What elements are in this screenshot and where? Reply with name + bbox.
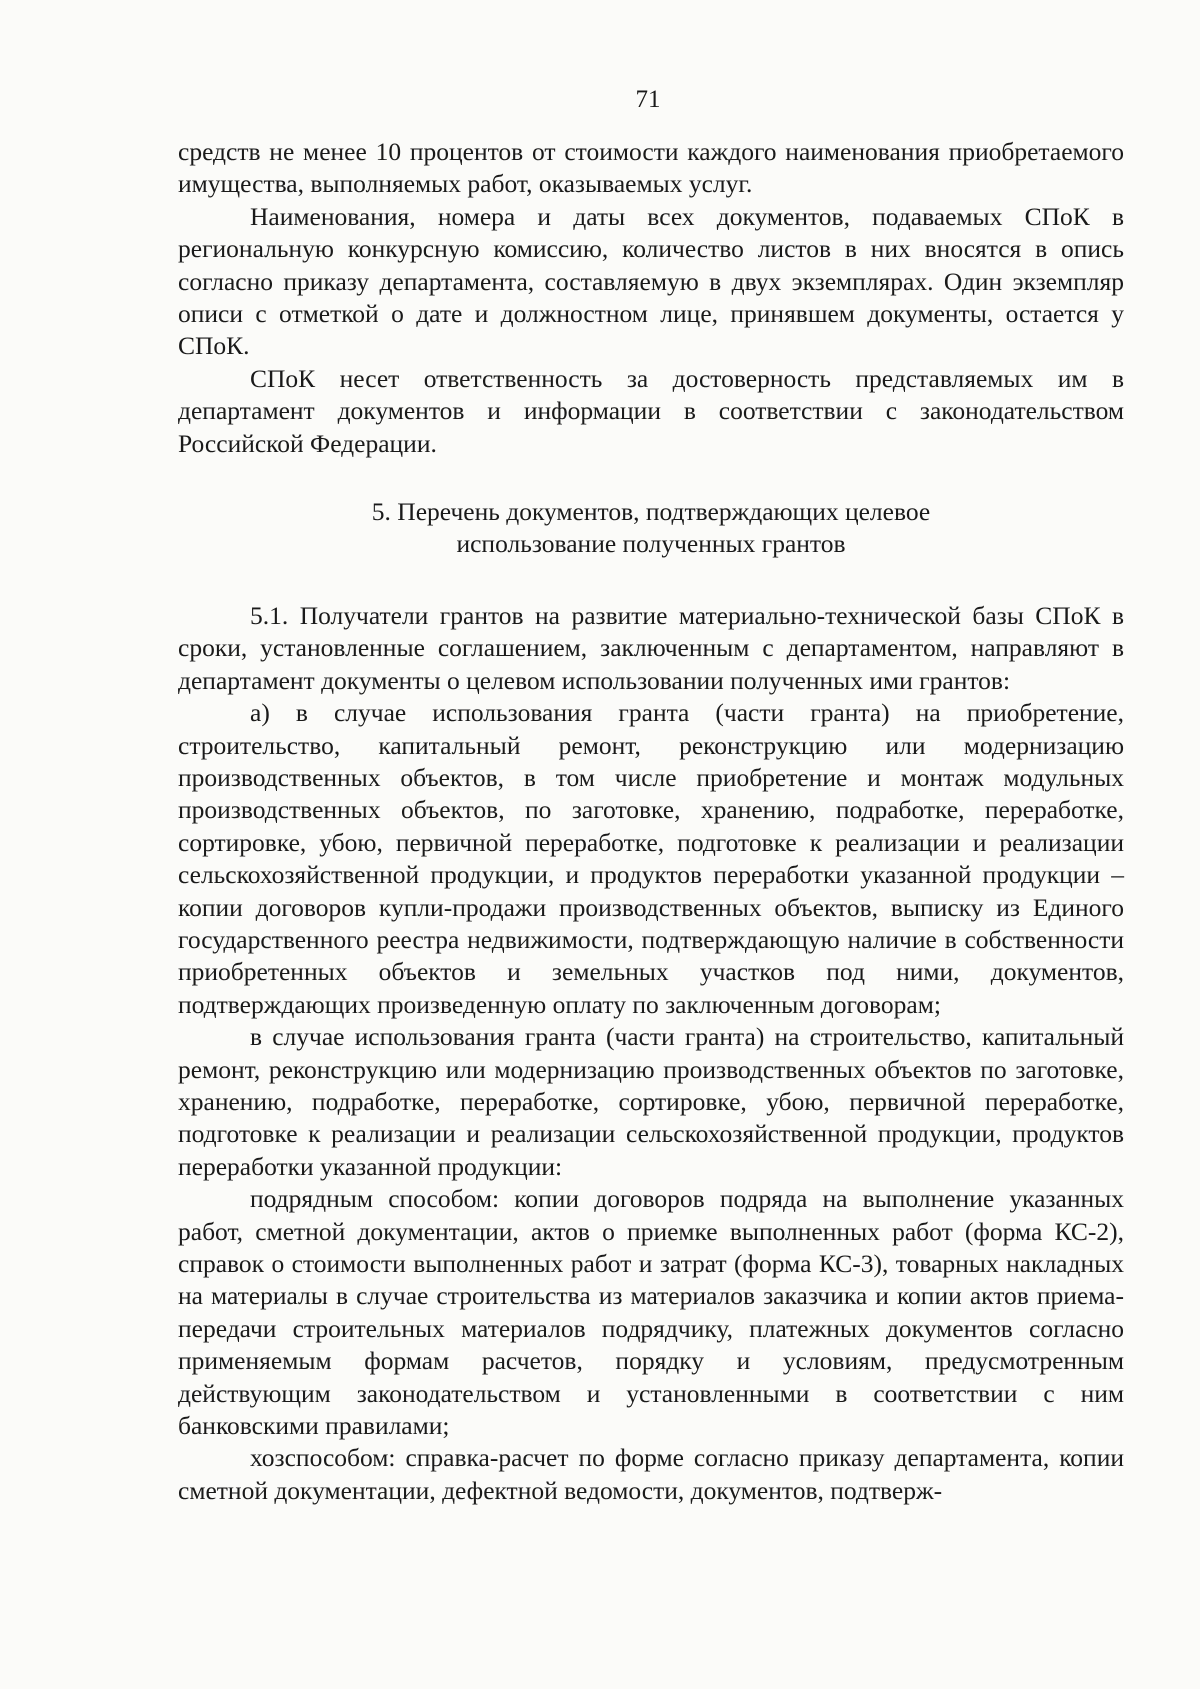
page-number: 71 bbox=[635, 86, 661, 113]
section-heading-line-1: 5. Перечень документов, подтверждающих целевое bbox=[371, 497, 931, 527]
paragraph-own-method: хозспособом: справка-расчет по форме согласно приказу департамента, копии сметной документации, дефектной ведомости, документов, подтверж- bbox=[178, 1443, 1124, 1505]
paragraph-construction-case: в случае использования гранта (части гранта) на строительство, капитальный ремонт, реконструкцию или модернизацию производственных объектов по заготовке, хранению, подработке, переработке, сортировке, убою, первичной переработке, подготовке к реализации и реализации сельскохозяйственной продукции, продуктов переработки указанной продукции: bbox=[178, 1022, 1124, 1181]
paragraph-continuation: средств не менее 10 процентов от стоимости каждого наименования приобретаемого имущества, выполняемых работ, оказываемых услуг. bbox=[178, 137, 1124, 199]
paragraph-document-list: Наименования, номера и даты всех документов, подаваемых СПоК в региональную конкурсную комиссию, количество листов в них вносятся в опись согласно приказу департамента, составляемую в двух экземплярах. Один экземпляр описи с отметкой о дате и должностном лице, принявшем документы, остается у СПоК. bbox=[178, 201, 1124, 361]
section-heading-line-2: использование полученных грантов bbox=[456, 529, 846, 559]
paragraph-item-a: а) в случае использования гранта (части гранта) на приобретение, строительство, капитальный ремонт, реконструкцию или модернизацию производственных объектов, в том числе приобретение и монтаж модульных производственных объектов, по заготовке, хранению, подработке, переработке, сортировке, убою, первичной переработке, подготовке к реализации и реализации сельскохозяйственной продукции, и продуктов переработки указанной продукции – копии договоров купли-продажи производственных объектов, выписку из Единого государственного реестра недвижимости, подтверждающую наличие в собственности приобретенных объектов и земельных участков под ними, документов, подтверждающих произведенную оплату по заключенным договорам; bbox=[178, 698, 1124, 1019]
document-body bbox=[178, 136, 1124, 1507]
paragraph-5-1: 5.1. Получатели грантов на развитие материально-технической базы СПоК в сроки, установленные соглашением, заключенным с департаментом, направляют в департамент документы о целевом использовании полученных ими грантов: bbox=[178, 600, 1124, 695]
section-heading bbox=[178, 496, 1124, 561]
paragraph-responsibility: СПоК несет ответственность за достоверность представляемых им в департамент документов и информации в соответствии с законодательством Российской Федерации. bbox=[178, 363, 1124, 458]
paragraph-contract-method: подрядным способом: копии договоров подряда на выполнение указанных работ, сметной документации, актов о приемке выполненных работ (форма КС-2), справок о стоимости выполненных работ и затрат (форма КС-3), товарных накладных на материалы в случае строительства из материалов заказчика и копии актов приема-передачи строительных материалов подрядчику, платежных документов согласно применяемым формам расчетов, порядку и условиям, предусмотренным действующим законодательством и установленными в соответствии с ним банковскими правилами; bbox=[178, 1184, 1124, 1441]
